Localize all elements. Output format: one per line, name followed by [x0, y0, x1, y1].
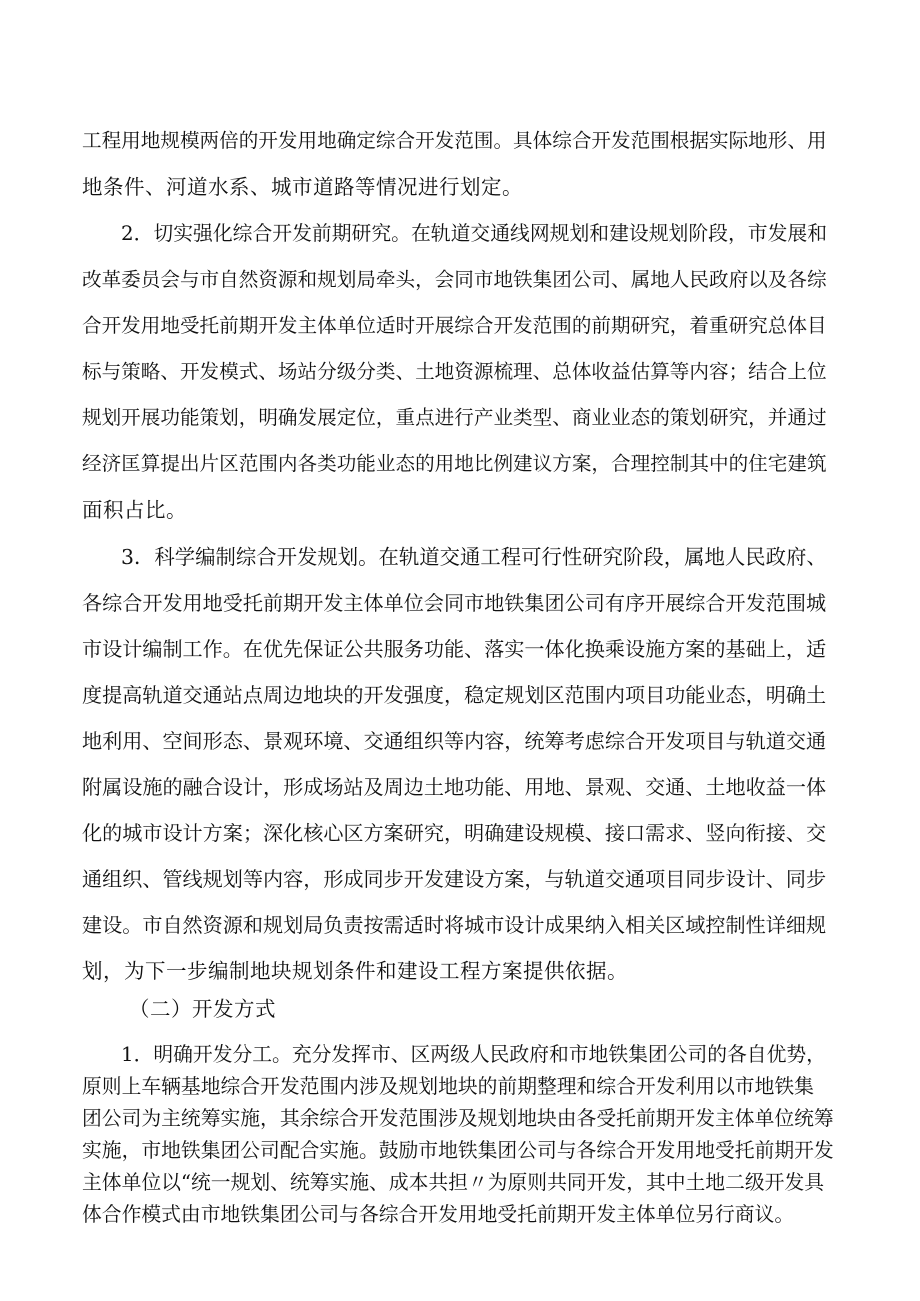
- text-line: 市设计编制工作。在优先保证公共服务功能、落实一体化换乘设施方案的基础上，适: [82, 637, 827, 661]
- text-line: 1．明确开发分工。充分发挥市、区两级人民政府和市地铁集团公司的各自优势，: [121, 1043, 826, 1066]
- section-heading-text: （二）开发方式: [129, 997, 276, 1021]
- text-line: 经济匡算提出片区范围内各类功能业态的用地比例建议方案，合理控制其中的住宅建筑: [82, 452, 827, 475]
- text-line: 建设。市自然资源和规划局负责按需适时将城市设计成果纳入相关区域控制性详细规: [82, 913, 827, 937]
- text-line: 附属设施的融合设计，形成场站及周边土地功能、用地、景观、交通、土地收益一体: [82, 775, 827, 799]
- text-line: 主体单位以“统一规划、统筹实施、成本共担〃为原则共同开发，其中土地二级开发具: [82, 1171, 825, 1194]
- text-line: 各综合开发用地受托前期开发主体单位会同市地铁集团公司有序开展综合开发范围城: [82, 591, 827, 615]
- text-line: 2．切实强化综合开发前期研究。在轨道交通线网规划和建设规划阶段，市发展和: [121, 222, 828, 245]
- text-line: 3．科学编制综合开发规划。在轨道交通工程可行性研究阶段，属地人民政府、: [121, 545, 827, 569]
- text-line: 改革委员会与市自然资源和规划局牵头，会同市地铁集团公司、属地人民政府以及各综: [82, 268, 827, 291]
- text-line: 规划开展功能策划，明确发展定位，重点进行产业类型、商业业态的策划研究，并通过: [82, 406, 827, 429]
- text-line: 划，为下一步编制地块规划条件和建设工程方案提供依据。: [82, 959, 628, 983]
- text-line: 工程用地规模两倍的开发用地确定综合开发范围。具体综合开发范围根据实际地形、用: [82, 129, 827, 152]
- text-line: 实施，市地铁集团公司配合实施。鼓励市地铁集团公司与各综合开发用地受托前期开发: [82, 1139, 834, 1162]
- text-line: 原则上车辆基地综合开发范围内涉及规划地块的前期整理和综合开发利用以市地铁集: [82, 1075, 814, 1098]
- text-line: 合开发用地受托前期开发主体单位适时开展综合开发范围的前期研究，着重研究总体目: [82, 314, 827, 337]
- text-line: 化的城市设计方案；深化核心区方案研究，明确建设规模、接口需求、竖向衔接、交: [82, 821, 827, 845]
- text-line: 通组织、管线规划等内容，形成同步开发建设方案，与轨道交通项目同步设计、同步: [82, 867, 827, 891]
- text-line: 地条件、河道水系、城市道路等情况进行划定。: [82, 175, 523, 199]
- text-line: 地利用、空间形态、景观环境、交通组织等内容，统筹考虑综合开发项目与轨道交通: [82, 729, 827, 753]
- text-line: 体合作模式由市地铁集团公司与各综合开发用地受托前期开发主体单位另行商议。: [82, 1203, 795, 1226]
- text-line: 度提高轨道交通站点周边地块的开发强度，稳定规划区范围内项目功能业态，明确土: [82, 683, 827, 707]
- text-line: 标与策略、开发模式、场站分级分类、土地资源梳理、总体收益估算等内容；结合上位: [82, 360, 827, 383]
- text-line: 面积占比。: [82, 498, 187, 522]
- text-line: 团公司为主统筹实施，其余综合开发范围涉及规划地块由各受托前期开发主体单位统筹: [82, 1107, 834, 1130]
